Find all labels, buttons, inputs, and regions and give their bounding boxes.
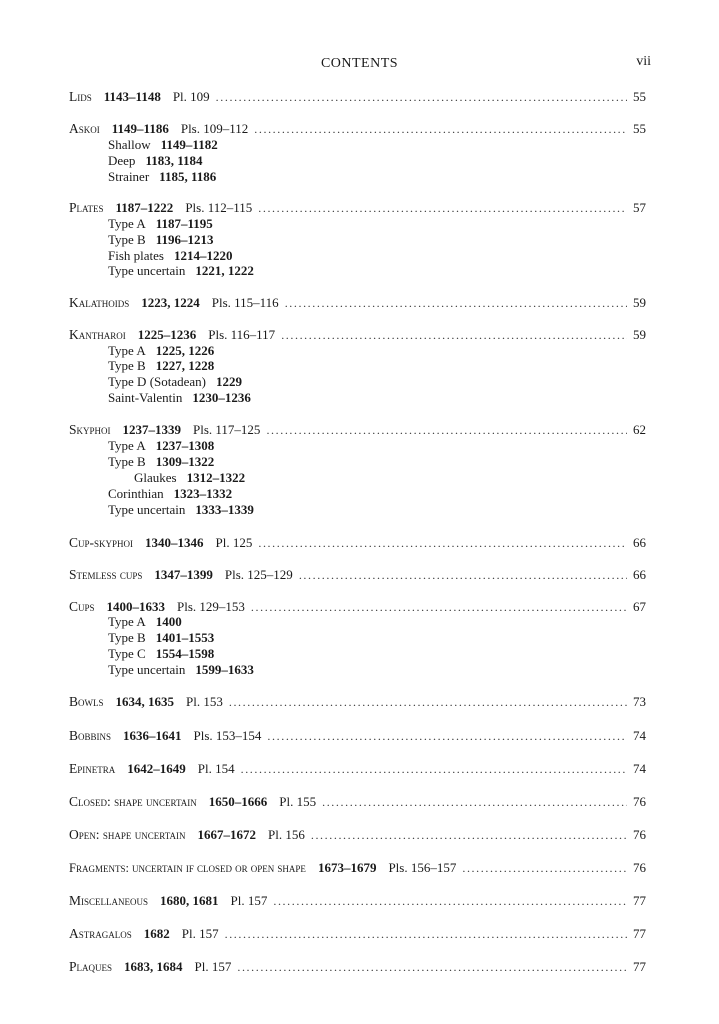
entry-catalogue-numbers: 1223, 1224 — [141, 295, 200, 310]
subentry-catalogue-numbers: 1227, 1228 — [155, 358, 215, 373]
entry-catalogue-numbers: 1187–1222 — [115, 200, 174, 215]
entry-catalogue-numbers: 1636–1641 — [123, 728, 182, 743]
entry-plates: Pl. 153 — [186, 694, 223, 709]
toc-subentry — [108, 263, 254, 279]
entry-plates: Pl. 155 — [279, 794, 317, 809]
dot-leader — [285, 296, 627, 311]
subentry-label: Glaukes — [134, 470, 177, 485]
subentry-catalogue-numbers: 1214–1220 — [173, 248, 233, 263]
entry-plates: Pl. 156 — [268, 827, 305, 842]
entry-label: Cup-skyphoi — [69, 535, 134, 550]
subentry-catalogue-numbers: 1323–1332 — [173, 486, 233, 501]
toc-entry-epinetra — [69, 761, 646, 779]
entry-plates: Pls. 116–117 — [208, 327, 276, 342]
subentry-catalogue-numbers: 1185, 1186 — [159, 169, 217, 184]
subentry-label: Type uncertain — [108, 263, 186, 278]
dot-leader — [229, 695, 627, 710]
entry-plates: Pls. 129–153 — [177, 599, 245, 614]
entry-page-number: 67 — [633, 599, 646, 614]
entry-catalogue-numbers: 1400–1633 — [106, 599, 166, 614]
entry-label: Kantharoi — [69, 327, 126, 342]
subentry-label: Type A — [108, 614, 146, 629]
entry-catalogue-numbers: 1634, 1635 — [115, 694, 175, 709]
entry-catalogue-numbers: 1340–1346 — [145, 535, 204, 550]
entry-label: Epinetra — [69, 761, 116, 776]
entry-page-number: 57 — [633, 200, 646, 215]
toc-entry-stemless-cups — [69, 567, 646, 585]
subentry-catalogue-numbers: 1187–1195 — [155, 216, 213, 231]
entry-label: Bowls — [69, 694, 104, 709]
entry-page-number: 66 — [633, 567, 646, 582]
toc-subentry — [134, 470, 245, 486]
entry-page-number: 62 — [633, 422, 646, 437]
entry-label: Skyphoi — [69, 422, 111, 437]
entry-catalogue-numbers: 1667–1672 — [197, 827, 256, 842]
entry-catalogue-numbers: 1237–1339 — [122, 422, 182, 437]
dot-leader — [254, 122, 627, 137]
toc-subentry — [108, 630, 214, 646]
subentry-catalogue-numbers: 1309–1322 — [155, 454, 215, 469]
dot-leader — [251, 600, 627, 615]
entry-plates: Pls. 117–125 — [193, 422, 261, 437]
subentry-catalogue-numbers: 1183, 1184 — [145, 153, 203, 168]
entry-catalogue-numbers: 1683, 1684 — [124, 959, 183, 974]
toc-subentry — [108, 454, 214, 470]
page-folio: vii — [636, 54, 651, 69]
toc-subentry — [108, 343, 214, 359]
dot-leader — [322, 795, 627, 810]
toc-entry-cup-skyphoi — [69, 535, 646, 553]
entry-label: Lids — [69, 89, 92, 104]
entry-catalogue-numbers: 1347–1399 — [154, 567, 213, 582]
toc-entry-astragalos — [69, 926, 646, 944]
toc-subentry — [108, 248, 232, 264]
entry-label: Bobbins — [69, 728, 112, 743]
toc-subentry — [108, 374, 242, 390]
entry-page-number: 77 — [633, 893, 646, 908]
toc-subentry — [108, 438, 214, 454]
subentry-label: Type C — [108, 646, 146, 661]
entry-page-number: 59 — [633, 295, 646, 310]
subentry-catalogue-numbers: 1554–1598 — [155, 646, 215, 661]
toc-entry-kalathoids — [69, 295, 646, 313]
entry-page-number: 74 — [633, 761, 646, 776]
entry-plates: Pls. 109–112 — [180, 121, 249, 136]
toc-entry-fragments — [69, 860, 646, 878]
toc-subentry — [108, 137, 218, 153]
toc-entry-bobbins — [69, 728, 646, 746]
entry-page-number: 77 — [633, 959, 646, 974]
subentry-label: Deep — [108, 153, 136, 168]
entry-plates: Pls. 112–115 — [185, 200, 253, 215]
toc-subentry — [108, 486, 232, 502]
subentry-label: Type A — [108, 343, 146, 358]
entry-catalogue-numbers: 1642–1649 — [127, 761, 186, 776]
entry-plates: Pls. 125–129 — [224, 567, 293, 582]
entry-label: Open: shape uncertain — [69, 827, 186, 842]
toc-subentry — [108, 216, 213, 232]
subentry-catalogue-numbers: 1599–1633 — [195, 662, 254, 677]
dot-leader — [216, 90, 627, 105]
toc-subentry — [108, 614, 182, 630]
toc-subentry — [108, 358, 214, 374]
subentry-catalogue-numbers: 1229 — [216, 374, 243, 389]
entry-label: Plates — [69, 200, 104, 215]
entry-label: Kalathoids — [69, 295, 130, 310]
entry-page-number: 76 — [633, 860, 646, 875]
subentry-label: Type uncertain — [108, 662, 186, 677]
toc-subentry — [108, 169, 216, 185]
toc-subentry — [108, 232, 214, 248]
toc-subentry — [108, 390, 251, 406]
toc-subentry — [108, 502, 254, 518]
subentry-catalogue-numbers: 1333–1339 — [195, 502, 254, 517]
entry-catalogue-numbers: 1650–1666 — [208, 794, 268, 809]
dot-leader — [267, 729, 627, 744]
dot-leader — [266, 423, 627, 438]
entry-page-number: 73 — [633, 694, 646, 709]
entry-plates: Pl. 157 — [230, 893, 268, 908]
toc-entry-bowls — [69, 694, 646, 712]
entry-plates: Pl. 154 — [197, 761, 235, 776]
entry-label: Cups — [69, 599, 95, 614]
dot-leader — [299, 568, 627, 583]
entry-label: Astragalos — [69, 926, 132, 941]
subentry-label: Type B — [108, 358, 146, 373]
subentry-catalogue-numbers: 1149–1182 — [160, 137, 218, 152]
entry-page-number: 59 — [633, 327, 646, 342]
subentry-label: Shallow — [108, 137, 151, 152]
entry-label: Askoi — [69, 121, 100, 136]
dot-leader — [462, 861, 627, 876]
subentry-catalogue-numbers: 1230–1236 — [192, 390, 251, 405]
toc-subentry — [108, 153, 203, 169]
entry-page-number: 55 — [633, 89, 646, 104]
entry-page-number: 76 — [633, 827, 646, 842]
subentry-catalogue-numbers: 1312–1322 — [186, 470, 246, 485]
dot-leader — [258, 536, 627, 551]
entry-page-number: 74 — [633, 728, 646, 743]
entry-catalogue-numbers: 1149–1186 — [111, 121, 169, 136]
toc-entry-open-shape-uncertain — [69, 827, 646, 845]
subentry-label: Type B — [108, 232, 146, 247]
subentry-catalogue-numbers: 1196–1213 — [155, 232, 214, 247]
entry-plates: Pl. 125 — [215, 535, 253, 550]
subentry-label: Strainer — [108, 169, 150, 184]
entry-label: Miscellaneous — [69, 893, 149, 908]
toc-entry-plaques — [69, 959, 646, 977]
entry-catalogue-numbers: 1673–1679 — [317, 860, 377, 875]
entry-catalogue-numbers: 1225–1236 — [137, 327, 197, 342]
entry-page-number: 77 — [633, 926, 646, 941]
toc-entry-miscellaneous — [69, 893, 646, 911]
entry-catalogue-numbers: 1680, 1681 — [160, 893, 219, 908]
entry-catalogue-numbers: 1682 — [143, 926, 170, 941]
entry-label: Stemless cups — [69, 567, 143, 582]
subentry-catalogue-numbers: 1401–1553 — [155, 630, 215, 645]
subentry-catalogue-numbers: 1237–1308 — [155, 438, 215, 453]
entry-label: Closed: shape uncertain — [69, 794, 197, 809]
dot-leader — [225, 927, 627, 942]
entry-page-number: 66 — [633, 535, 646, 550]
subentry-label: Type uncertain — [108, 502, 186, 517]
page-title: CONTENTS — [320, 56, 399, 71]
toc-entry-lids — [69, 89, 646, 107]
subentry-label: Corinthian — [108, 486, 164, 501]
subentry-label: Fish plates — [108, 248, 164, 263]
entry-label: Fragments: uncertain if closed or open shape — [69, 861, 306, 875]
dot-leader — [241, 762, 627, 777]
subentry-label: Type D (Sotadean) — [108, 374, 207, 389]
subentry-label: Saint-Valentin — [108, 390, 183, 405]
subentry-catalogue-numbers: 1400 — [155, 614, 182, 629]
toc-entry-closed-shape-uncertain — [69, 794, 646, 812]
subentry-label: Type A — [108, 216, 146, 231]
subentry-catalogue-numbers: 1225, 1226 — [155, 343, 215, 358]
entry-catalogue-numbers: 1143–1148 — [103, 89, 161, 104]
subentry-label: Type B — [108, 630, 146, 645]
entry-plates: Pl. 109 — [172, 89, 210, 104]
entry-plates: Pls. 156–157 — [388, 860, 457, 875]
entry-plates: Pls. 153–154 — [193, 728, 262, 743]
toc-subentry — [108, 646, 214, 662]
dot-leader — [281, 328, 627, 343]
entry-page-number: 76 — [633, 794, 646, 809]
entry-plates: Pls. 115–116 — [211, 295, 279, 310]
entry-plates: Pl. 157 — [194, 959, 232, 974]
toc-subentry — [108, 662, 254, 678]
subentry-label: Type A — [108, 438, 146, 453]
subentry-catalogue-numbers: 1221, 1222 — [195, 263, 254, 278]
dot-leader — [273, 894, 627, 909]
dot-leader — [258, 201, 627, 216]
entry-label: Plaques — [69, 959, 113, 974]
entry-page-number: 55 — [633, 121, 646, 136]
dot-leader — [237, 960, 627, 975]
entry-plates: Pl. 157 — [181, 926, 219, 941]
subentry-label: Type B — [108, 454, 146, 469]
dot-leader — [311, 828, 627, 843]
